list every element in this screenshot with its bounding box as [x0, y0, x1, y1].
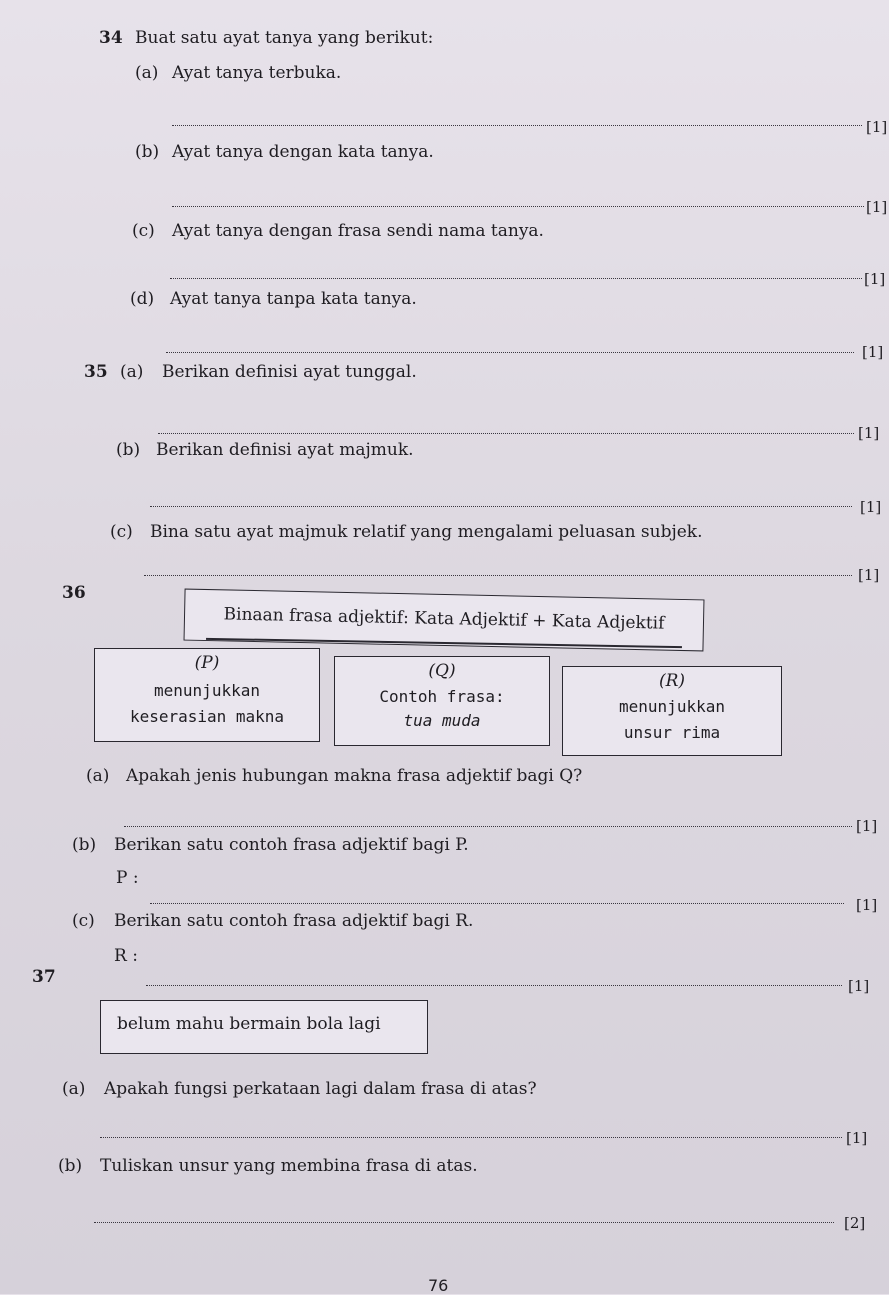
q34a-answer-line[interactable] [172, 125, 862, 126]
q34c-label: (c) [132, 221, 155, 241]
q34c-text: Ayat tanya dengan frasa sendi nama tanya. [172, 221, 544, 241]
q37b-mark: [2] [844, 1214, 866, 1232]
q34d-label: (d) [130, 289, 155, 309]
q35a-text: Berikan definisi ayat tunggal. [162, 362, 417, 382]
q35a-mark: [1] [858, 424, 880, 442]
diagram-box-r [562, 666, 782, 756]
q35c-mark: [1] [858, 566, 880, 584]
q34b-mark: [1] [866, 198, 888, 216]
q34a-mark: [1] [866, 118, 888, 136]
q36b-label: (b) [72, 835, 97, 855]
q34d-answer-line[interactable] [166, 352, 854, 353]
q37a-text: Apakah fungsi perkataan lagi dalam frasa di atas? [104, 1079, 537, 1099]
q34c-mark: [1] [864, 270, 886, 288]
q36b-mark: [1] [856, 896, 878, 914]
q37-phrase-box [100, 1000, 428, 1054]
q34b-label: (b) [135, 142, 160, 162]
q34b-text: Ayat tanya dengan kata tanya. [172, 142, 434, 162]
q37a-answer-line[interactable] [100, 1137, 842, 1138]
box-p-label: (P) [194, 653, 220, 673]
q36c-mark: [1] [848, 977, 870, 995]
q37-number: 37 [32, 967, 56, 987]
box-q-line1: Contoh frasa: [379, 687, 505, 706]
q37a-label: (a) [62, 1079, 86, 1099]
box-p-line1: menunjukkan [154, 681, 260, 700]
q37-phrase: belum mahu bermain bola lagi [117, 1014, 381, 1034]
q34a-label: (a) [135, 63, 159, 83]
q34b-answer-line[interactable] [172, 206, 864, 207]
q34-number: 34 [99, 28, 123, 48]
box-r-line2: unsur rima [623, 723, 721, 742]
box-p-line2: keserasian makna [129, 707, 285, 726]
page-number: 76 [428, 1276, 449, 1295]
q34d-text: Ayat tanya tanpa kata tanya. [170, 289, 417, 309]
q36b-prefix: P : [116, 868, 139, 888]
box-q-label: (Q) [428, 661, 456, 681]
q37b-text: Tuliskan unsur yang membina frasa di atas. [100, 1156, 478, 1176]
q34-prompt: Buat satu ayat tanya yang berikut: [135, 28, 434, 48]
q34a-text: Ayat tanya terbuka. [172, 63, 342, 83]
q36a-text: Apakah jenis hubungan makna frasa adjektif bagi Q? [126, 766, 583, 786]
q35c-label: (c) [110, 522, 133, 542]
q35a-answer-line[interactable] [158, 433, 854, 434]
q36b-answer-line[interactable] [150, 903, 844, 904]
q36-number: 36 [62, 583, 86, 603]
q34c-answer-line[interactable] [170, 278, 862, 279]
q36a-mark: [1] [856, 817, 878, 835]
q36a-label: (a) [86, 766, 110, 786]
diagram-box-p [94, 648, 320, 742]
q36a-answer-line[interactable] [124, 826, 852, 827]
q36c-prefix: R : [114, 946, 138, 966]
q37b-answer-line[interactable] [94, 1222, 834, 1223]
q37a-mark: [1] [846, 1129, 868, 1147]
q35b-mark: [1] [860, 498, 882, 516]
q35c-text: Bina satu ayat majmuk relatif yang mengalami peluasan subjek. [150, 522, 703, 542]
q34d-mark: [1] [862, 343, 884, 361]
q37b-label: (b) [58, 1156, 83, 1176]
q36c-label: (c) [72, 911, 95, 931]
box-r-label: (R) [658, 671, 686, 691]
q35a-label: (a) [120, 362, 144, 382]
box-q-line2: tua muda [403, 711, 481, 730]
q35c-answer-line[interactable] [144, 575, 852, 576]
q36c-answer-line[interactable] [146, 985, 842, 986]
q35b-text: Berikan definisi ayat majmuk. [156, 440, 414, 460]
q36c-text: Berikan satu contoh frasa adjektif bagi R. [114, 911, 474, 931]
diagram-title: Binaan frasa adjektif: Kata Adjektif + Kata Adjektif [223, 604, 665, 634]
q36b-text: Berikan satu contoh frasa adjektif bagi P. [114, 835, 469, 855]
diagram-box-q [334, 656, 550, 746]
q35-number: 35 [84, 362, 108, 382]
box-r-line1: menunjukkan [619, 697, 725, 716]
q35b-label: (b) [116, 440, 141, 460]
q35b-answer-line[interactable] [150, 506, 852, 507]
